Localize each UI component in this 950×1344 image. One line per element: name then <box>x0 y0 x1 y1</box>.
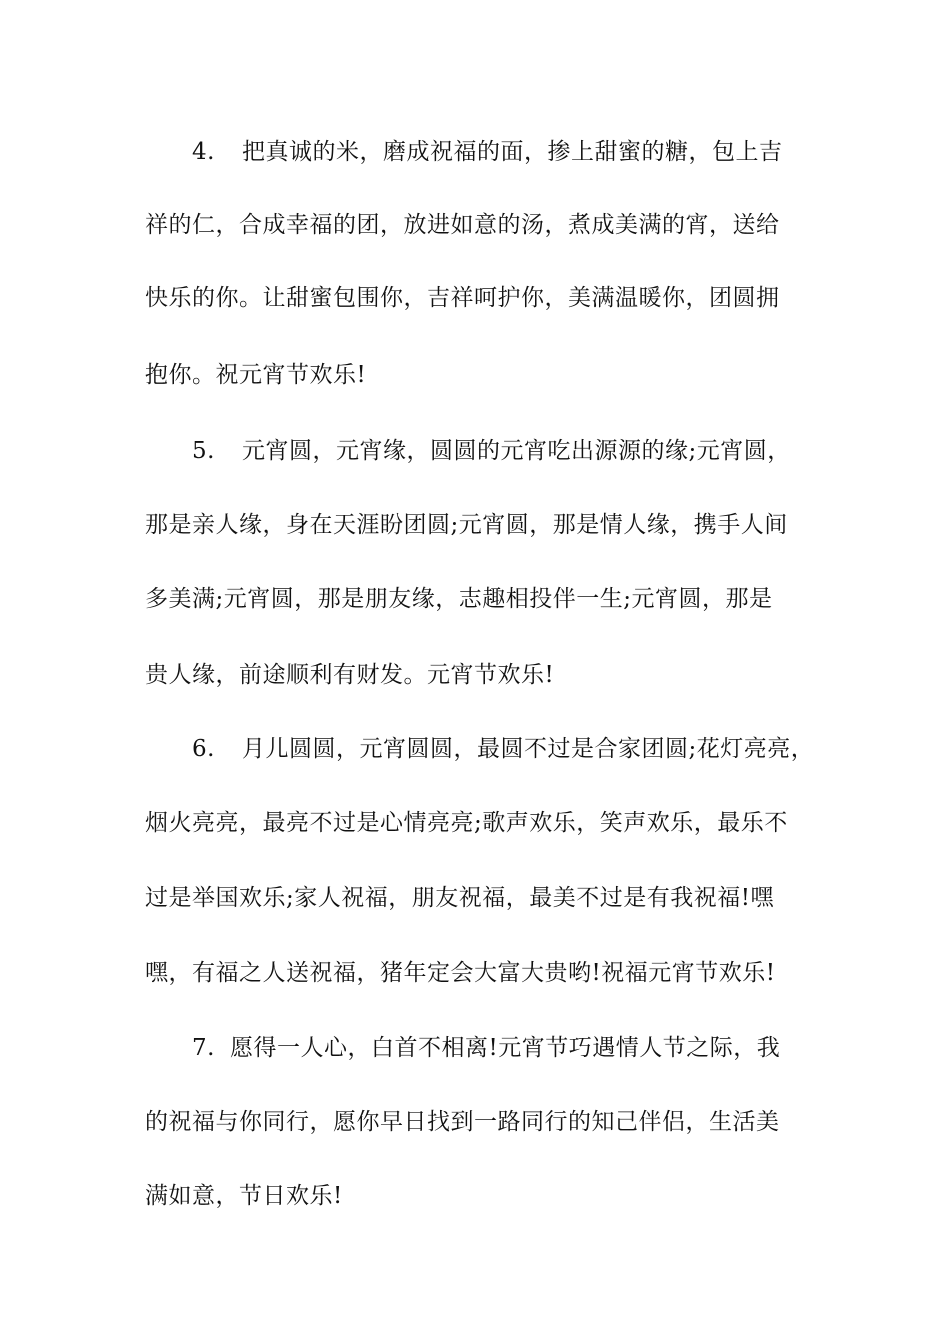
paragraph-6-line-1 <box>192 729 882 769</box>
paragraph-4-text: 把真诚的米，磨成祝福的面，掺上甜蜜的糖，包上吉 <box>242 139 783 165</box>
paragraph-6-number: 6. <box>192 736 215 762</box>
paragraph-6-line-3: 过是举国欢乐;家人祝福，朋友祝福，最美不过是有我祝福!嘿 <box>145 885 774 911</box>
paragraph-7-text: 愿得一人心，白首不相离!元宵节巧遇情人节之际，我 <box>230 1035 781 1061</box>
paragraph-4-line-1 <box>192 132 882 172</box>
paragraph-5-line-4: 贵人缘，前途顺利有财发。元宵节欢乐! <box>145 662 555 688</box>
paragraph-5-line-1 <box>192 431 882 471</box>
paragraph-7-number: 7. <box>192 1035 215 1061</box>
paragraph-5-line-3: 多美满;元宵圆，那是朋友缘，志趣相投伴一生;元宵圆，那是 <box>145 586 773 612</box>
paragraph-7-line-2: 的祝福与你同行，愿你早日找到一路同行的知己伴侣，生活美 <box>145 1109 780 1135</box>
paragraph-5-line-2: 那是亲人缘，身在天涯盼团圆;元宵圆，那是情人缘，携手人间 <box>145 512 788 538</box>
paragraph-5-text: 元宵圆，元宵缘，圆圆的元宵吃出源源的缘;元宵圆， <box>242 438 791 464</box>
paragraph-4-line-4: 抱你。祝元宵节欢乐! <box>145 362 367 388</box>
paragraph-7-line-3: 满如意，节日欢乐! <box>145 1183 343 1209</box>
paragraph-4-line-2: 祥的仁，合成幸福的团，放进如意的汤，煮成美满的宵，送给 <box>145 212 780 238</box>
paragraph-6-line-4: 嘿，有福之人送祝福，猪年定会大富大贵哟!祝福元宵节欢乐! <box>145 960 776 986</box>
paragraph-4-line-3: 快乐的你。让甜蜜包围你，吉祥呵护你，美满温暖你，团圆拥 <box>145 285 780 311</box>
paragraph-5-number: 5. <box>192 438 215 464</box>
paragraph-6-line-2: 烟火亮亮，最亮不过是心情亮亮;歌声欢乐，笑声欢乐，最乐不 <box>145 810 788 836</box>
paragraph-6-text: 月儿圆圆，元宵圆圆，最圆不过是合家团圆;花灯亮亮， <box>242 736 815 762</box>
paragraph-4-number: 4. <box>192 139 215 165</box>
paragraph-7-line-1 <box>192 1028 882 1068</box>
